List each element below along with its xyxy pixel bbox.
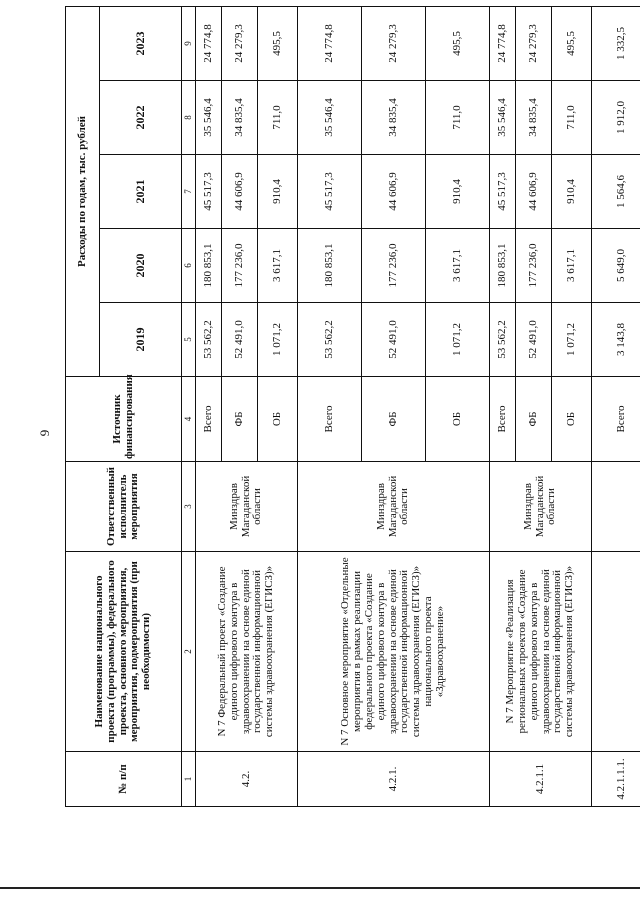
row-value: 1 564,6 [592, 155, 640, 229]
row-value: 52 491,0 [222, 303, 258, 377]
row-value: 34 835,4 [222, 81, 258, 155]
row-value: 711,0 [426, 81, 490, 155]
row-value: 53 562,2 [490, 303, 516, 377]
table-row [592, 6, 640, 806]
row-name [592, 552, 640, 752]
row-name: N 7 Федеральный проект «Создание единого цифрового контура в здравоохранении на основе единой государственной информационной системы здравоохранения (ЕГИСЗ)» [196, 552, 298, 752]
row-source: Всего [196, 377, 222, 462]
row-value: 24 279,3 [222, 6, 258, 80]
table-body [196, 6, 640, 806]
row-value: 44 606,9 [516, 155, 552, 229]
row-value: 45 517,3 [298, 155, 362, 229]
row-value: 1 071,2 [426, 303, 490, 377]
row-value: 53 562,2 [298, 303, 362, 377]
row-source: Всего [592, 377, 640, 462]
row-value: 3 143,8 [592, 303, 640, 377]
header-exec: Ответственный исполнитель мероприятия [66, 462, 182, 552]
row-value: 711,0 [552, 81, 592, 155]
row-value: 180 853,1 [196, 229, 222, 303]
row-value: 24 774,8 [196, 6, 222, 80]
header-source: Источник финансирования [66, 377, 182, 462]
header-year: 2022 [100, 81, 182, 155]
column-index: 7 [182, 155, 196, 229]
header-year: 2020 [100, 229, 182, 303]
row-value: 52 491,0 [362, 303, 426, 377]
row-value: 24 774,8 [490, 6, 516, 80]
table-row [490, 6, 516, 806]
column-index: 3 [182, 462, 196, 552]
row-value: 910,4 [426, 155, 490, 229]
expenses-table [65, 6, 640, 807]
table-row [298, 6, 362, 806]
row-value: 45 517,3 [490, 155, 516, 229]
bottom-divider [0, 887, 640, 889]
row-value: 1 071,2 [258, 303, 298, 377]
row-number: 4.2.1. [298, 752, 490, 807]
row-value: 5 649,0 [592, 229, 640, 303]
column-index: 1 [182, 752, 196, 807]
table-header [66, 6, 196, 806]
row-value: 45 517,3 [196, 155, 222, 229]
row-value: 177 236,0 [516, 229, 552, 303]
row-value: 910,4 [258, 155, 298, 229]
row-value: 177 236,0 [222, 229, 258, 303]
row-value: 3 617,1 [258, 229, 298, 303]
row-source: ФБ [362, 377, 426, 462]
row-executor: Минздрав Магаданской области [196, 462, 298, 552]
row-value: 24 279,3 [516, 6, 552, 80]
header-year: 2023 [100, 6, 182, 80]
row-value: 35 546,4 [490, 81, 516, 155]
row-value: 495,5 [426, 6, 490, 80]
row-value: 24 774,8 [298, 6, 362, 80]
row-value: 180 853,1 [298, 229, 362, 303]
row-value: 1 912,0 [592, 81, 640, 155]
row-value: 3 617,1 [552, 229, 592, 303]
header-num: № п/п [66, 752, 182, 807]
row-value: 910,4 [552, 155, 592, 229]
row-name: N 7 Основное мероприятие «Отдельные мероприятия в рамках реализации федерального проекта «Создание единого цифрового контура в здравоохранении на основе единой государственной информационной системы здравоохранения (ЕГИСЗ)» национального проекта «Здравоохранение» [298, 552, 490, 752]
row-number: 4.2.1.1 [490, 752, 592, 807]
row-source: ФБ [222, 377, 258, 462]
row-value: 34 835,4 [516, 81, 552, 155]
row-value: 711,0 [258, 81, 298, 155]
row-source: Всего [298, 377, 362, 462]
row-executor [592, 462, 640, 552]
table-row [196, 6, 222, 806]
row-value: 44 606,9 [362, 155, 426, 229]
column-index: 4 [182, 377, 196, 462]
row-value: 495,5 [258, 6, 298, 80]
header-expenses: Расходы по годам, тыс. рублей [66, 6, 100, 376]
row-value: 495,5 [552, 6, 592, 80]
row-value: 24 279,3 [362, 6, 426, 80]
row-source: ОБ [426, 377, 490, 462]
rotated-table-sheet [65, 7, 627, 807]
header-index-row [182, 6, 196, 806]
column-index: 2 [182, 552, 196, 752]
row-source: ОБ [552, 377, 592, 462]
row-value: 34 835,4 [362, 81, 426, 155]
row-value: 44 606,9 [222, 155, 258, 229]
row-value: 180 853,1 [490, 229, 516, 303]
row-value: 53 562,2 [196, 303, 222, 377]
row-source: ФБ [516, 377, 552, 462]
header-name: Наименование национального проекта (программы), федерального проекта, основного мероприятия, мероприятия, подмероприятия (при необходимости) [66, 552, 182, 752]
row-value: 35 546,4 [196, 81, 222, 155]
row-name: N 7 Мероприятие «Реализация региональных проектов «Создание единого цифрового контура в здравоохранении на основе единой государственной информационной системы здравоохранения (ЕГИСЗ)» [490, 552, 592, 752]
row-value: 52 491,0 [516, 303, 552, 377]
column-index: 6 [182, 229, 196, 303]
row-source: ОБ [258, 377, 298, 462]
column-index: 9 [182, 6, 196, 80]
row-value: 3 617,1 [426, 229, 490, 303]
page-number: 9 [37, 429, 52, 437]
row-number: 4.2. [196, 752, 298, 807]
row-value: 177 236,0 [362, 229, 426, 303]
row-executor: Минздрав Магаданской области [298, 462, 490, 552]
row-executor: Минздрав Магаданской области [490, 462, 592, 552]
row-value: 35 546,4 [298, 81, 362, 155]
row-value: 1 332,5 [592, 6, 640, 80]
column-index: 5 [182, 303, 196, 377]
row-value: 1 071,2 [552, 303, 592, 377]
row-number: 4.2.1.1.1. [592, 752, 640, 807]
row-source: Всего [490, 377, 516, 462]
header-year: 2021 [100, 155, 182, 229]
column-index: 8 [182, 81, 196, 155]
header-year: 2019 [100, 303, 182, 377]
